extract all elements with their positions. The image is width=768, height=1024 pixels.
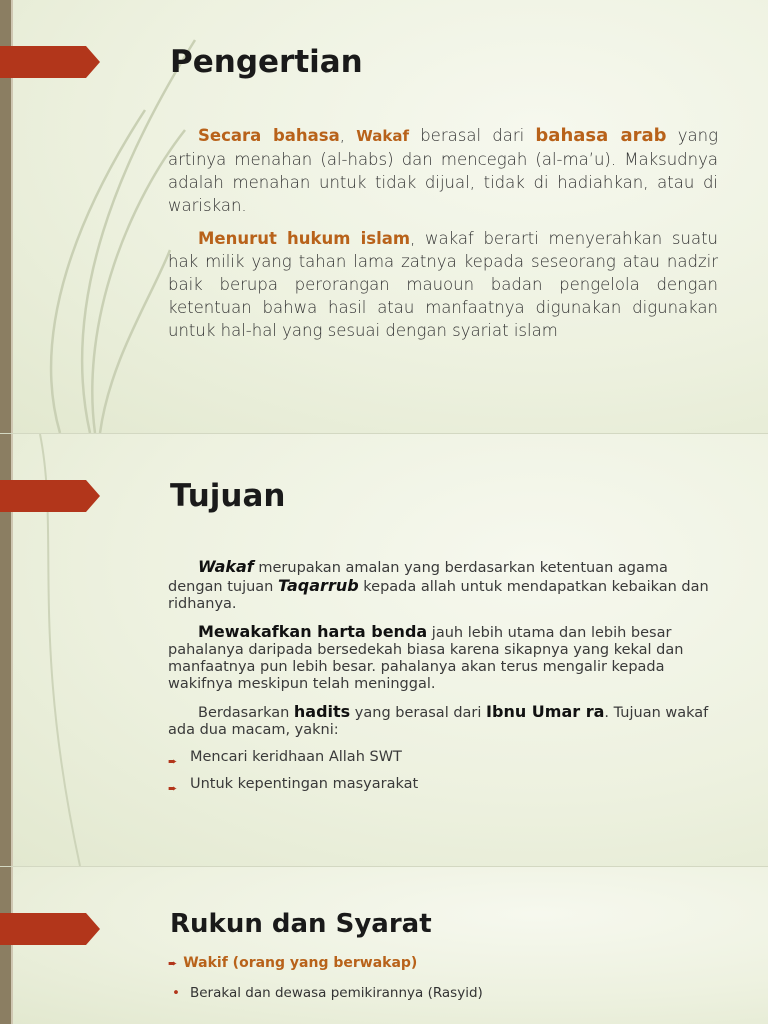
text: kepada allah untuk mendapatkan kebaikan dan ridhanya. <box>168 579 709 612</box>
right-arrow-bullet-icon: ➨ <box>168 782 178 795</box>
right-arrow-bullet-icon: ➨ <box>168 957 178 970</box>
term-hadits: hadits <box>293 702 351 721</box>
text: yang berasal dari <box>350 705 487 721</box>
term-wakif: Wakif (orang yang berwakap) <box>183 955 418 971</box>
slide-tujuan <box>0 434 768 866</box>
slide-body <box>168 558 718 803</box>
arrow-icon <box>0 480 100 512</box>
sub-list-item <box>172 985 483 1001</box>
list-item <box>168 955 483 971</box>
text: merupakan amalan yang berdasarkan ketentuan agama dengan tujuan <box>168 560 668 595</box>
arrow-icon <box>0 46 100 78</box>
sub-list-item-text: Berakal dan dewasa pemikirannya (Rasyid) <box>189 985 483 1001</box>
text: , wakaf berarti menyerahkan suatu hak milik yang tahan lama zatnya kepada seseorang atau nadzir baik berupa perorangan mauoun badan pengelola dengan ketentuan bahwa hasil atau manfaatnya digunakan digunakan untuk hal-hal yang sesuai dengan syariat islam <box>168 229 719 340</box>
purpose-list <box>168 749 718 793</box>
paragraph-hukum <box>168 227 718 342</box>
paragraph-wakaf <box>168 558 718 613</box>
term-mewakafkan: Mewakafkan harta benda <box>198 622 428 641</box>
text: jauh lebih utama dan lebih besar pahalanya daripada bersedekah biasa karena sikapnya yang kekal dan manfaatnya pun lebih besar. pahalanya akan terus mengalir kepada wakifnya meskipun telah meninggal. <box>168 625 684 692</box>
slide-title: Pengertian <box>170 44 363 80</box>
slide-title: Tujuan <box>170 478 286 514</box>
text: Berdasarkan <box>198 705 294 721</box>
bullet-dot-icon: • <box>172 985 180 1001</box>
term-taqarrub: Taqarrub <box>277 576 359 595</box>
slide-body <box>168 955 483 1001</box>
term-wakaf: Wakaf <box>356 127 409 145</box>
term-wakaf: Wakaf <box>198 557 254 576</box>
list-item <box>168 776 718 793</box>
term-bahasa-arab: bahasa arab <box>535 125 667 146</box>
paragraph-bahasa <box>168 124 718 217</box>
slide-body <box>168 124 718 352</box>
slide-rukun-syarat <box>0 867 768 1024</box>
term-menurut-hukum-islam: Menurut hukum islam <box>198 229 411 248</box>
arrow-icon <box>0 913 100 945</box>
text: . Tujuan wakaf ada dua macam, yakni: <box>168 705 709 738</box>
slide-pengertian <box>0 0 768 433</box>
list-item-text: Mencari keridhaan Allah SWT <box>190 749 402 765</box>
paragraph-mewakafkan <box>168 623 718 693</box>
list-item <box>168 749 718 766</box>
comma: , <box>339 126 346 145</box>
paragraph-hadits <box>168 703 718 739</box>
term-secara-bahasa: Secara bahasa <box>198 126 340 145</box>
slide-title: Rukun dan Syarat <box>170 909 432 939</box>
sidebar-bar <box>0 867 11 1024</box>
text: berasal dari <box>409 126 536 145</box>
term-ibnu-umar: Ibnu Umar ra <box>486 702 605 721</box>
text: yang artinya menahan (al-habs) dan mencegah (al-ma’u). Maksudnya adalah menahan untuk tidak dijual, tidak di hadiahkan, atau di wariskan. <box>168 126 718 215</box>
list-item-text: Untuk kepentingan masyarakat <box>190 776 419 792</box>
right-arrow-bullet-icon: ➨ <box>168 755 178 768</box>
